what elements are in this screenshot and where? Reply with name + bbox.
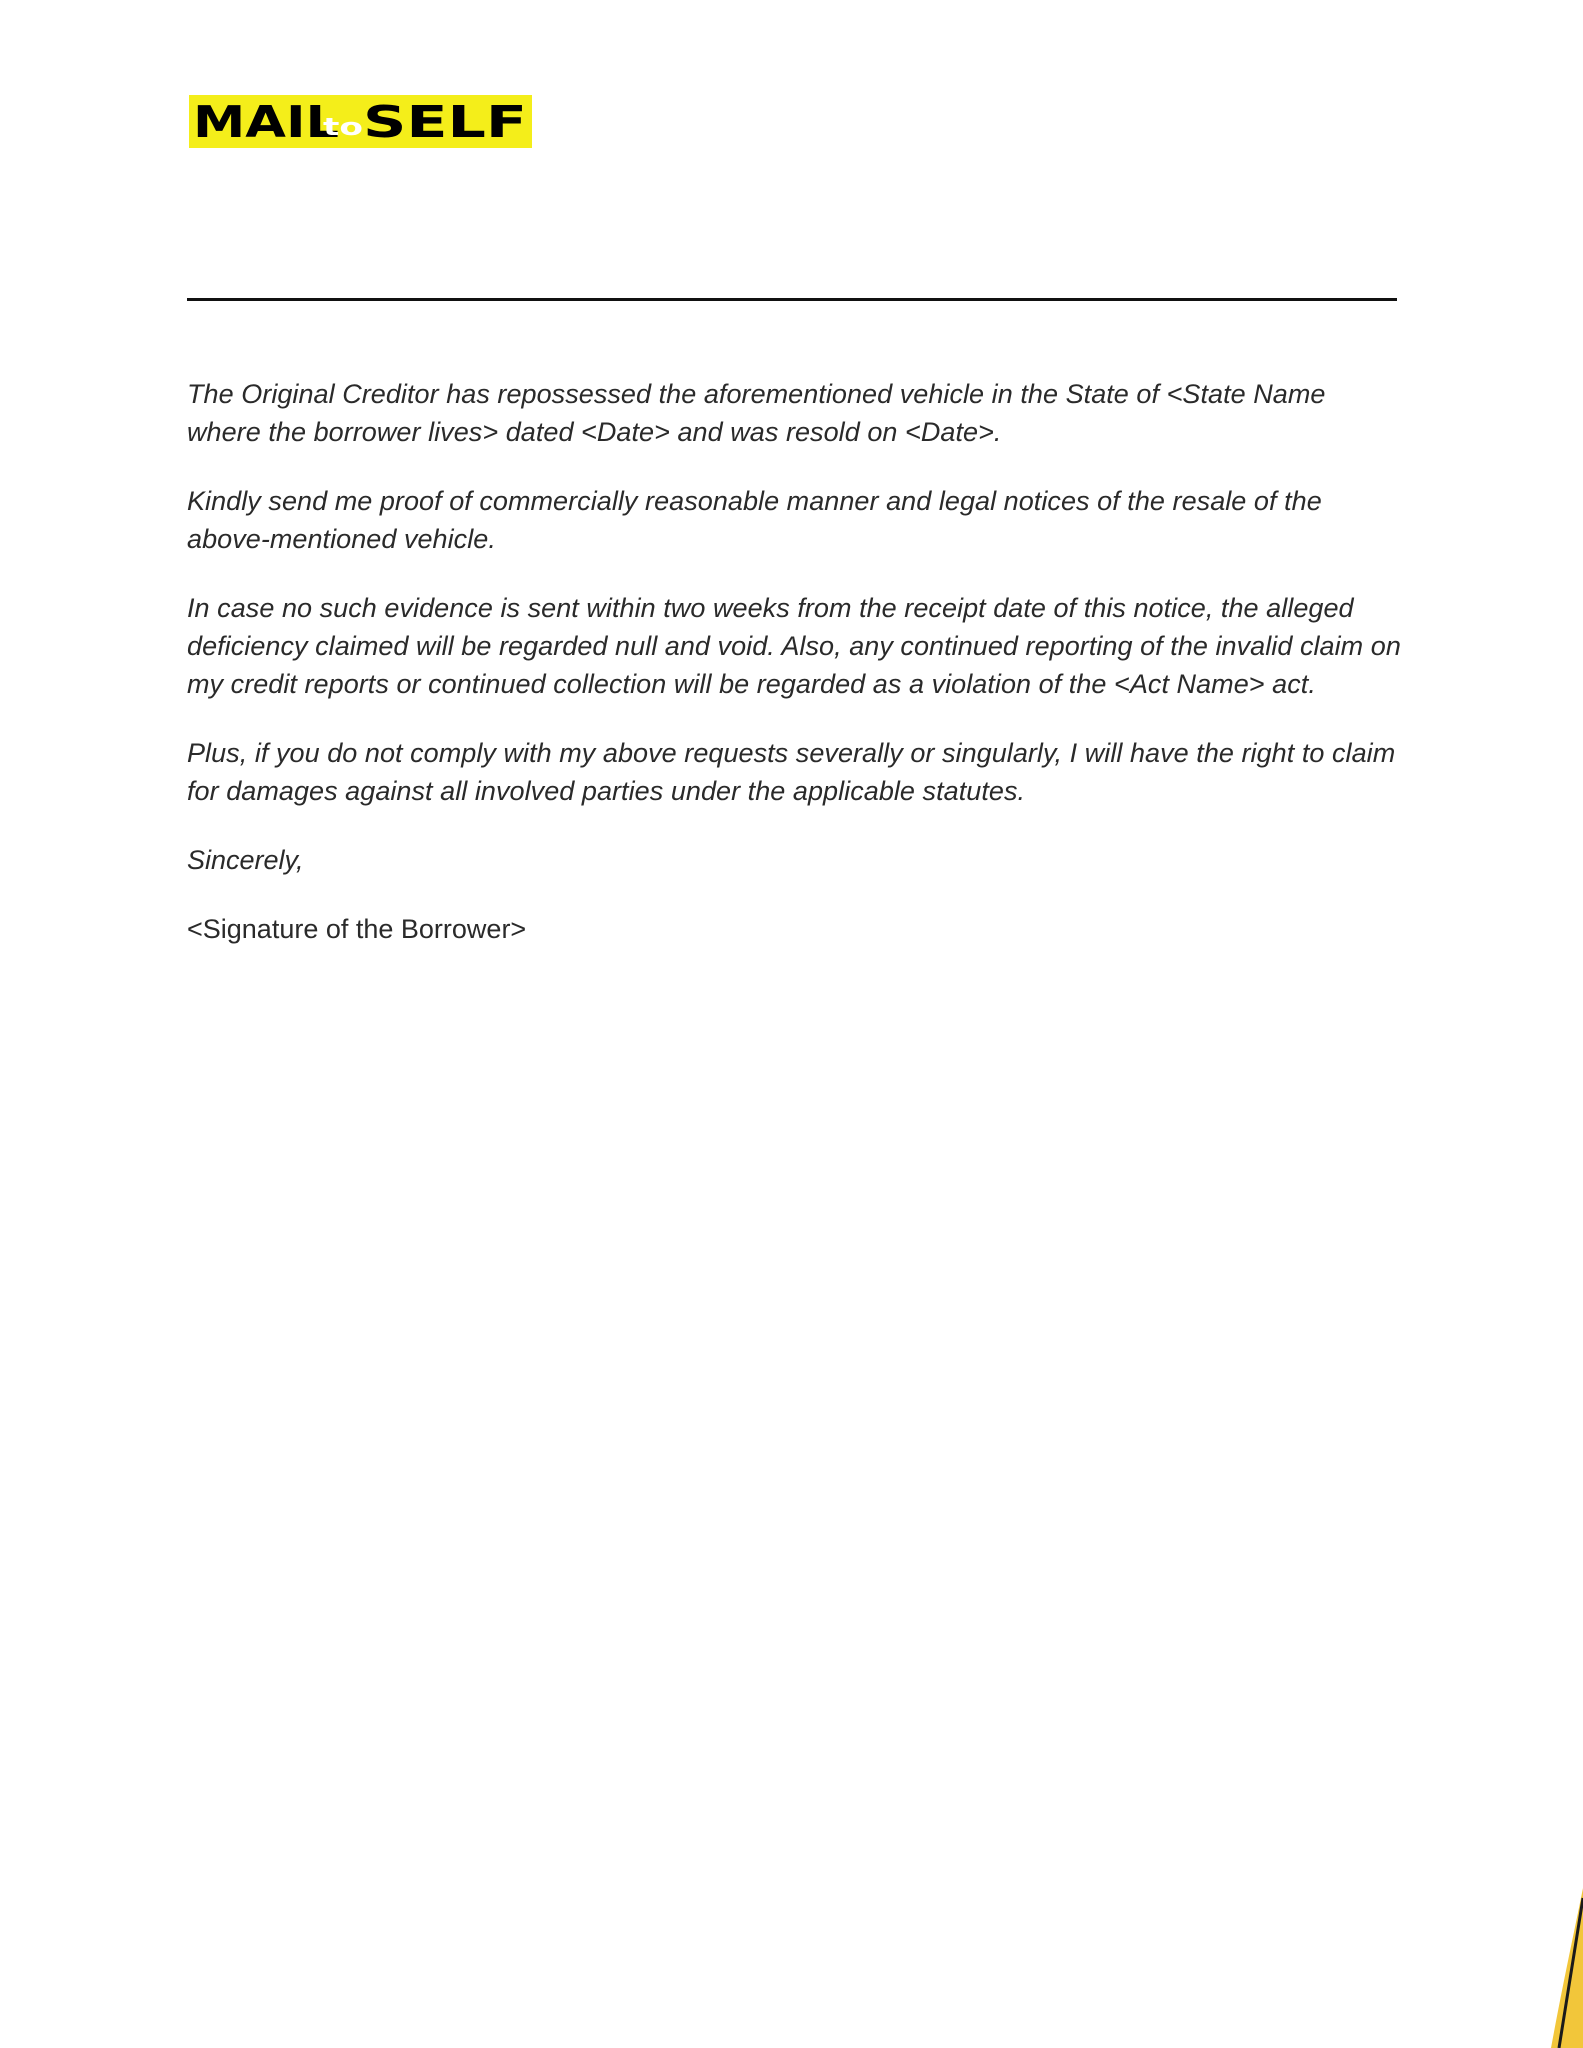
logo-text-to: to	[323, 113, 363, 141]
paragraph-evidence-deadline: In case no such evidence is sent within two weeks from the receipt date of this notice, the alleged deficiency claimed will be regarded null and void. Also, any continued reporting of the invalid claim on my credit reports or continued collection will be regarded as a violation of the <Act Name> act.	[187, 593, 1401, 699]
signature-placeholder: <Signature of the Borrower>	[187, 914, 527, 944]
paragraph-proof-request: Kindly send me proof of commercially reasonable manner and legal notices of the resale of the above-mentioned vehicle.	[187, 486, 1322, 554]
logo-text-mail: MAIL	[193, 97, 339, 148]
logo-text-self: SELF	[363, 97, 527, 148]
paragraph-damages-claim: Plus, if you do not comply with my above requests severally or singularly, I will have the right to claim for damages against all involved parties under the applicable statutes.	[187, 738, 1396, 806]
brand-logo	[189, 95, 532, 148]
letter-closing: Sincerely,	[187, 845, 304, 875]
paragraph-repossession: The Original Creditor has repossessed the aforementioned vehicle in the State of <State Name where the borrower lives> dated <Date> and was resold on <Date>.	[187, 379, 1326, 447]
header-divider	[187, 298, 1397, 301]
letter-body	[187, 375, 1402, 948]
brand-logo-wordmark	[189, 95, 532, 148]
corner-decoration	[1523, 1888, 1583, 2048]
